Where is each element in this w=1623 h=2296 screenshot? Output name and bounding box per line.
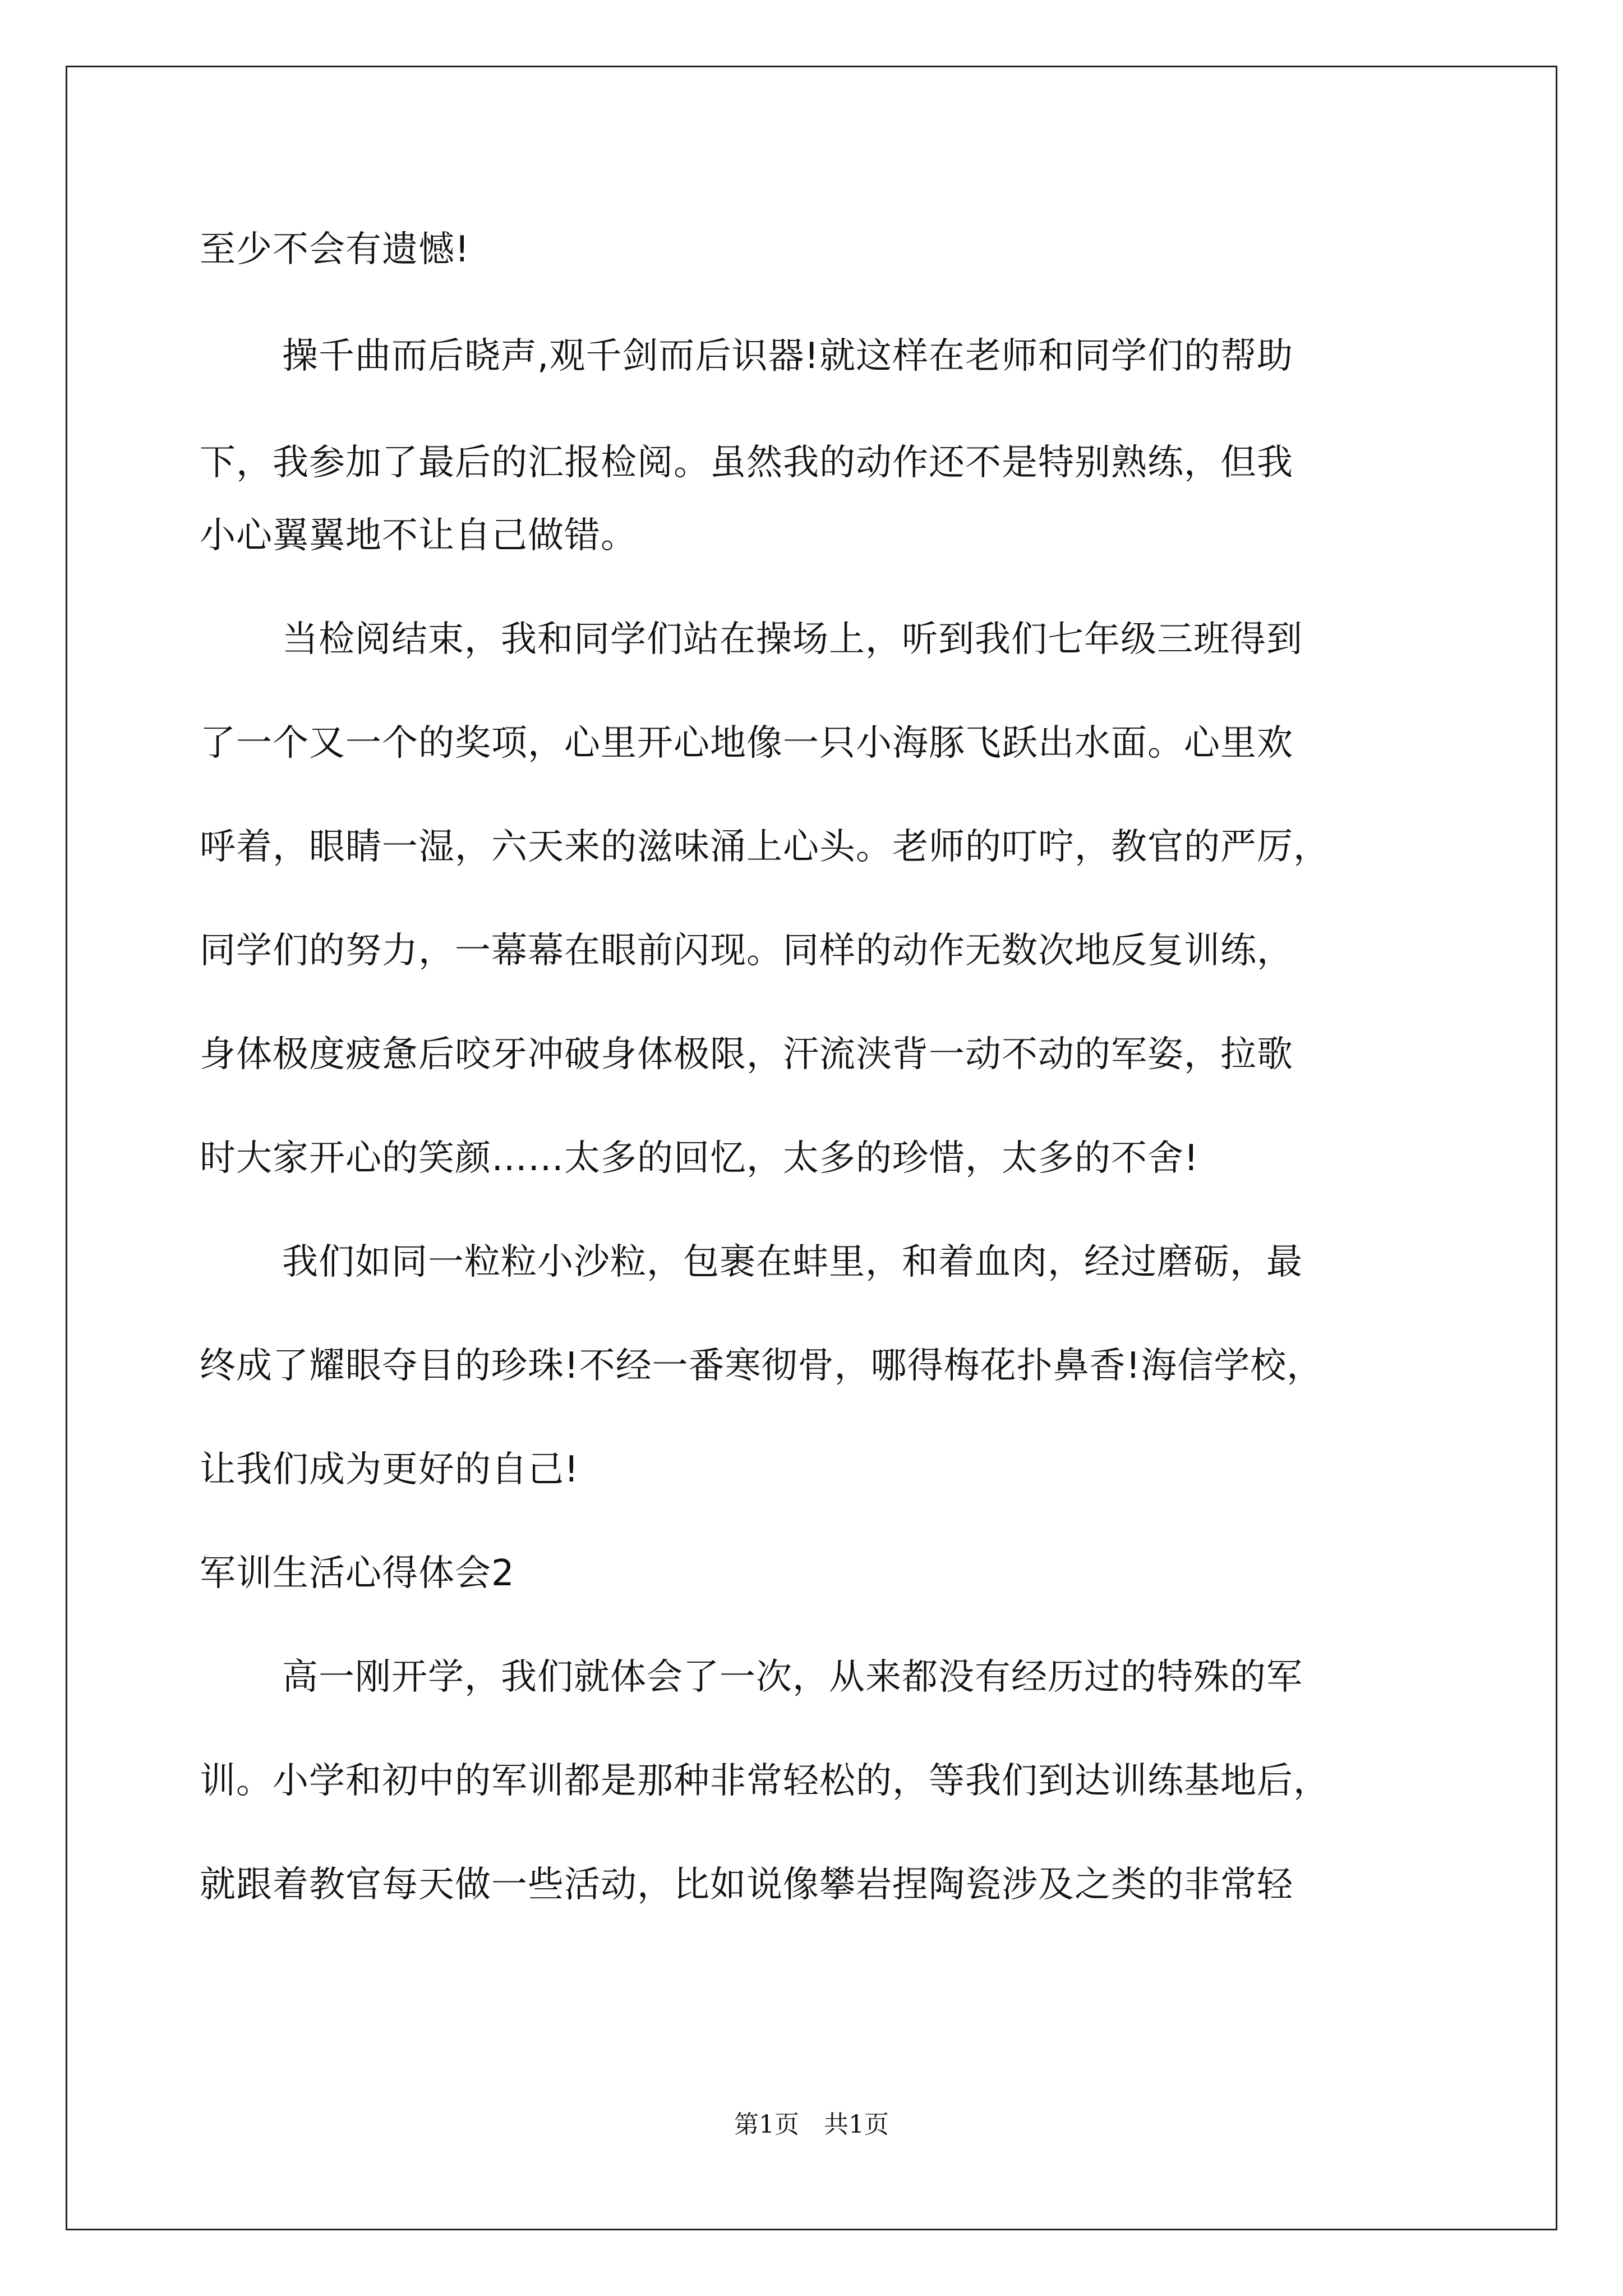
text-line-1: 至少不会有遗憾! [200,229,470,270]
text-line-2: 操千曲而后晓声,观千剑而后识器!就这样在老师和同学们的帮助 [282,335,1293,377]
text-line-13: 让我们成为更好的自己! [200,1449,579,1490]
page-number-footer: 第1页 共1页 [734,2110,889,2139]
text-line-11: 我们如同一粒粒小沙粒，包裹在蚌里，和着血肉，经过磨砺，最 [282,1241,1303,1283]
text-line-7: 呼着，眼睛一湿，六天来的滋味涌上心头。老师的叮咛，教官的严厉， [200,826,1330,868]
section-heading: 军训生活心得体会2 [200,1553,515,1594]
text-line-5: 当检阅结束，我和同学们站在操场上，听到我们七年级三班得到 [282,619,1303,660]
text-line-8: 同学们的努力，一幕幕在眼前闪现。同样的动作无数次地反复训练， [200,930,1293,972]
text-line-14: 高一刚开学，我们就体会了一次，从来都没有经历过的特殊的军 [282,1657,1303,1698]
text-line-9: 身体极度疲惫后咬牙冲破身体极限，汗流浃背一动不动的军姿，拉歌 [200,1034,1293,1075]
text-line-15: 训。小学和初中的军训都是那种非常轻松的，等我们到达训练基地后， [200,1760,1330,1802]
text-line-10: 时大家开心的笑颜……太多的回忆，太多的珍惜，太多的不舍! [200,1138,1199,1179]
text-line-12: 终成了耀眼夺目的珍珠!不经一番寒彻骨，哪得梅花扑鼻香!海信学校， [200,1345,1324,1387]
text-line-4: 小心翼翼地不让自己做错。 [200,515,637,556]
text-line-3: 下，我参加了最后的汇报检阅。虽然我的动作还不是特别熟练，但我 [200,442,1293,484]
text-line-6: 了一个又一个的奖项，心里开心地像一只小海豚飞跃出水面。心里欢 [200,723,1293,764]
text-line-16: 就跟着教官每天做一些活动，比如说像攀岩捏陶瓷涉及之类的非常轻 [200,1864,1293,1906]
